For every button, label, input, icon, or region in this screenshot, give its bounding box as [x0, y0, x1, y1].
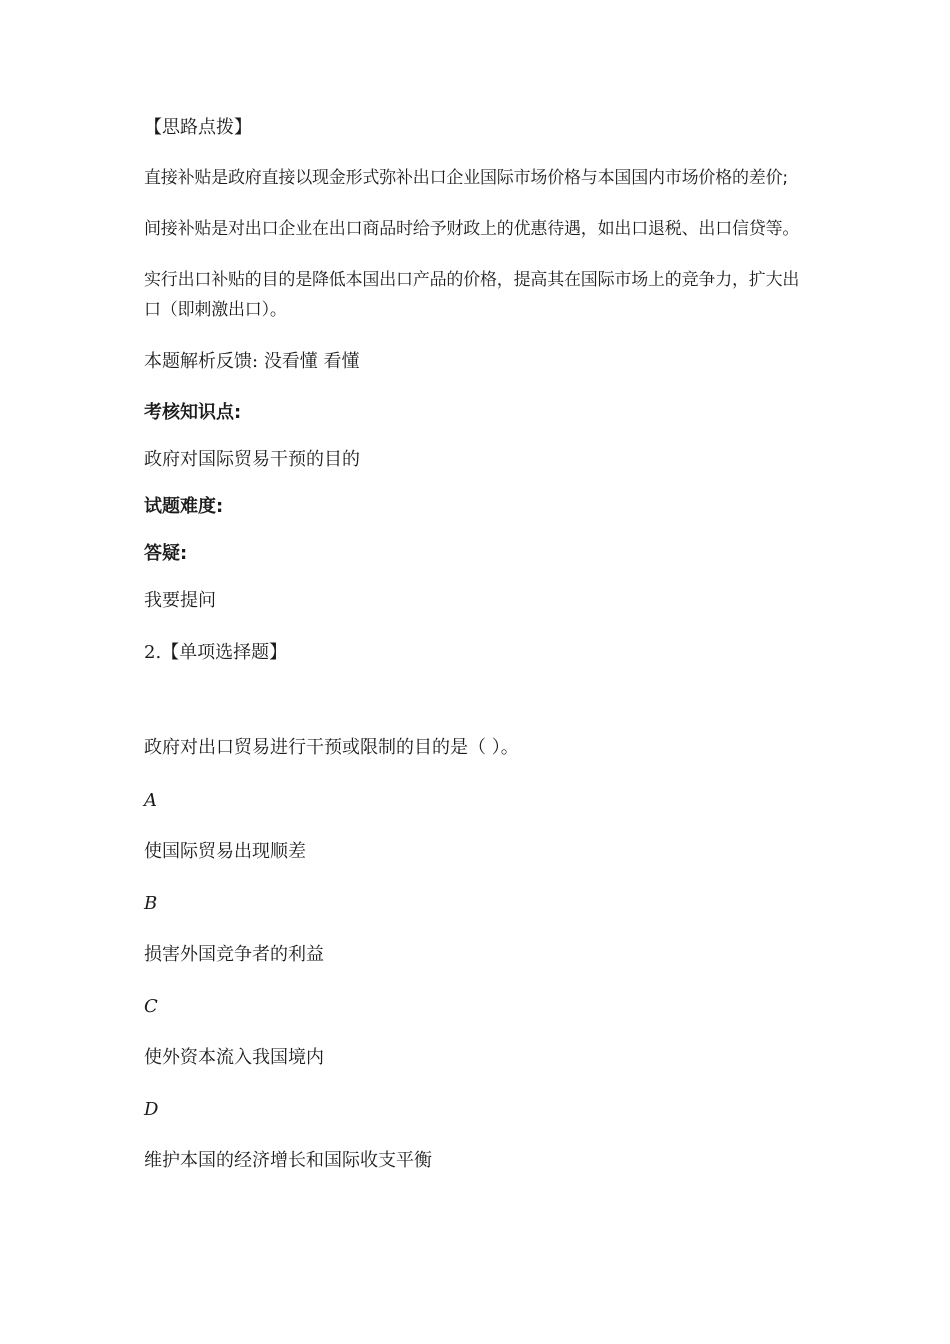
option-b-letter[interactable]: B	[144, 893, 158, 914]
option-b-text[interactable]: 损害外国竞争者的利益	[144, 944, 324, 965]
analysis-paragraph-indirect-subsidy: 间接补贴是对出口企业在出口商品时给予财政上的优惠待遇，如出口退税、出口信贷等。	[144, 219, 800, 239]
question-number-type: 2.【单项选择题】	[144, 642, 288, 663]
analysis-heading: 【思路点拨】	[144, 117, 252, 138]
question-stem: 政府对出口贸易进行干预或限制的目的是（ ）。	[144, 737, 519, 758]
option-a-text[interactable]: 使国际贸易出现顺差	[144, 841, 306, 862]
analysis-paragraph-direct-subsidy: 直接补贴是政府直接以现金形式弥补出口企业国际市场价格与本国国内市场价格的差价;	[144, 168, 788, 188]
analysis-paragraph-purpose: 实行出口补贴的目的是降低本国出口产品的价格，提高其在国际市场上的竞争力，扩大出口（即刺激出口）。	[144, 270, 800, 320]
option-c-letter[interactable]: C	[144, 996, 158, 1017]
option-a-letter[interactable]: A	[144, 790, 157, 811]
option-d-letter[interactable]: D	[144, 1099, 159, 1120]
option-c-text[interactable]: 使外资本流入我国境内	[144, 1047, 324, 1068]
feedback-row	[144, 350, 360, 374]
qa-label: 答疑:	[144, 543, 188, 564]
not-understood-link[interactable]: 没看懂	[263, 351, 318, 372]
difficulty-label: 试题难度:	[144, 496, 224, 517]
ask-question-link[interactable]: 我要提问	[144, 590, 216, 611]
option-d-text[interactable]: 维护本国的经济增长和国际收支平衡	[144, 1150, 432, 1171]
knowledge-value: 政府对国际贸易干预的目的	[144, 449, 360, 470]
understood-link[interactable]: 看懂	[323, 351, 360, 372]
knowledge-label: 考核知识点:	[144, 402, 242, 423]
feedback-label: 本题解析反馈:	[144, 351, 259, 372]
